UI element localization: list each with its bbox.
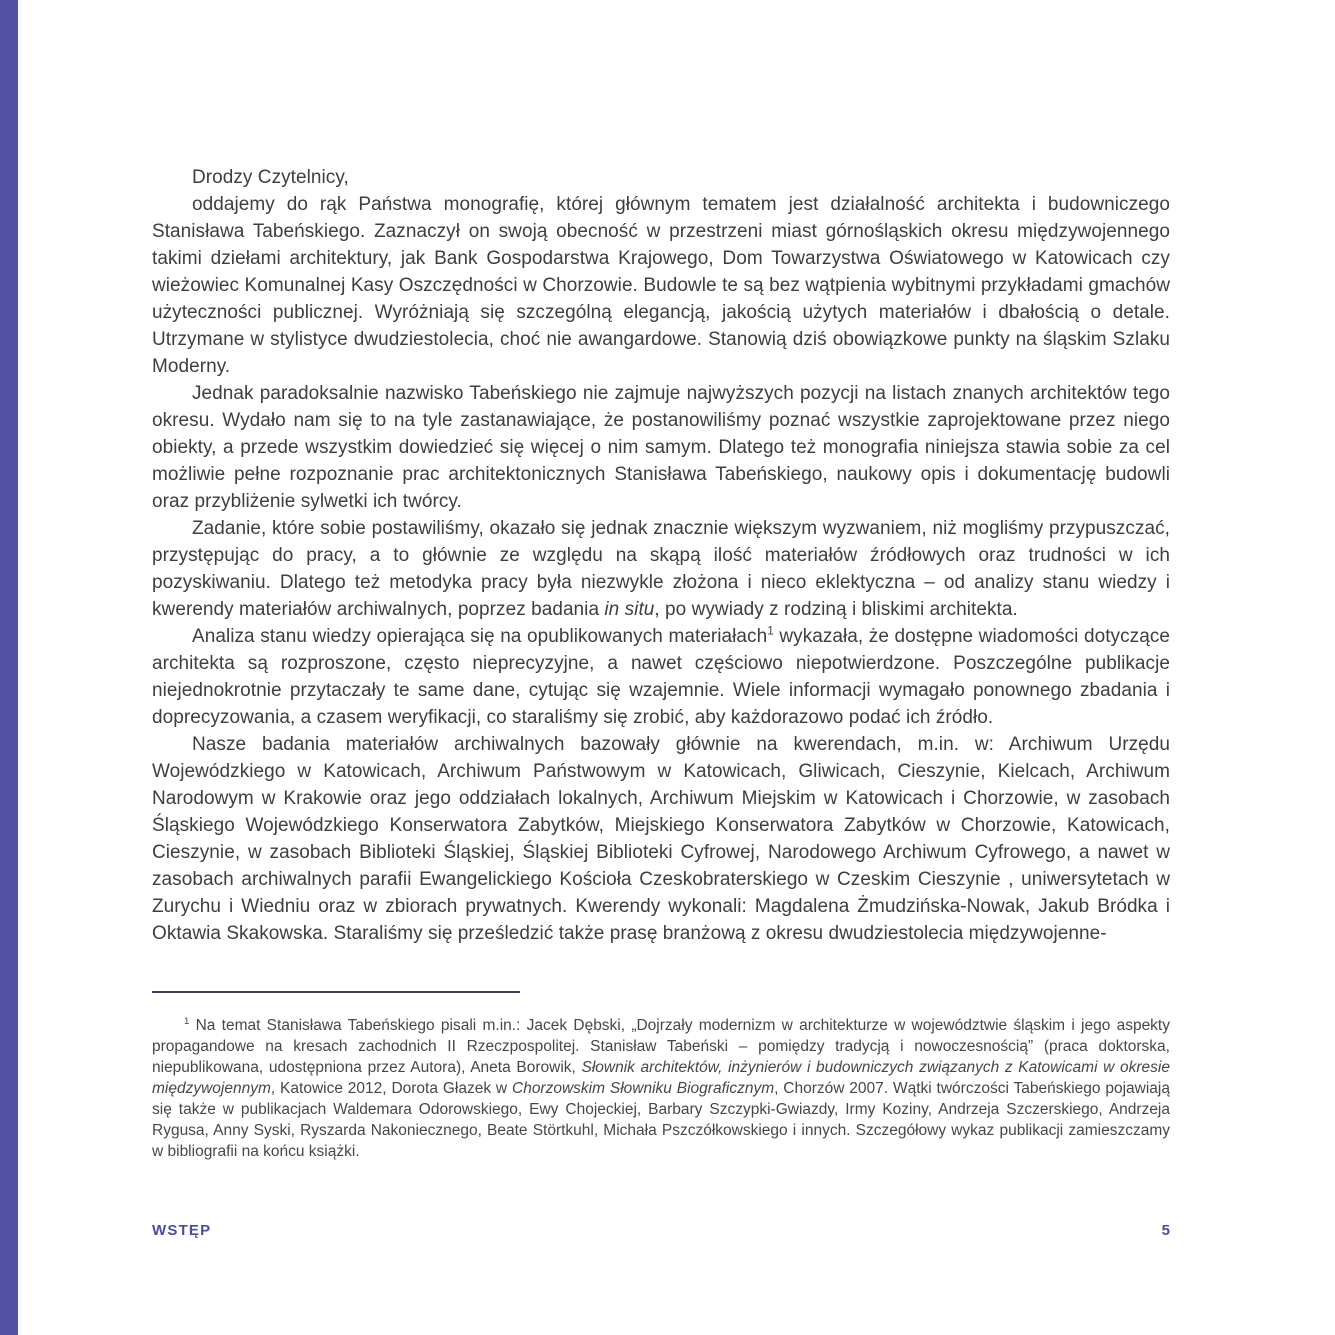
paragraph: Nasze badania materiałów archiwalnych bazowały głównie na kwerendach, m.in. w: Archiwum Urzędu Wojewódzkiego w Katowicach, Archiwum Państwowym w Katowicach, Gliwicach, Cieszynie, Kielcach, Archiwum Narodowym w Krakowie oraz jego oddziałach lokalnych, Archiwum Miejskim w Katowicach i Chorzowie, w zasobach Śląskiego Wojewódzkiego Konserwatora Zabytków, Miejskiego Konserwatora Zabytków w Chorzowie, Katowicach, Cieszynie, w zasobach Biblioteki Śląskiej, Śląskiej Biblioteki Cyfrowej, Narodowego Archiwum Cyfrowego, a nawet w zasobach archiwalnych parafii Ewangelickiego Kościoła Czeskobraterskiego w Czeskim Cieszynie , uniwersytetach w Zurychu i Wiedniu oraz w zbiorach prywatnych. Kwerendy wykonali: Magdalena Żmudzińska-Nowak, Jakub Bródka i Oktawia Skakowska. Staraliśmy się prześledzić także prasę branżową z okresu dwudziestolecia międzywojenne- [152,734,1170,944]
section-label: WSTĘP [152,1222,212,1239]
paragraph: oddajemy do rąk Państwa monografię, której głównym tematem jest działalność architekta i budowniczego Stanisława Tabeńskiego. Zaznaczył on swoją obecność w przestrzeni miast górnośląskich okresu międzywojennego takimi dziełami architektury, jak Bank Gospodarstwa Krajowego, Dom Towarzystwa Oświatowego w Katowicach czy wieżowiec Komunalnej Kasy Oszczędności w Chorzowie. Budowle te są bez wątpienia wybitnymi przykładami gmachów użyteczności publicznej. Wyróżniają się szczególną elegancją, jakością użytych materiałów i dbałością o detale. Utrzymane w stylistyce dwudziestolecia, choć nie awangardowe. Stanowią dziś obowiązkowe punkty na śląskim Szlaku Moderny. [152,194,1170,377]
page-footer [152,1222,1170,1239]
paragraph: Drodzy Czytelnicy, [192,167,349,188]
paragraph: Analiza stanu wiedzy opierająca się na opublikowanych materiałach$^1$ wykazała, że dostępne wiadomości dotyczące architekta są rozproszone, często nieprecyzyjne, a nawet częściowo niepotwierdzone. Poszczególne publikacje niejednokrotnie przytaczały te same dane, cytując się wzajemnie. Wiele informacji wymagało ponownego zbadania i doprecyzowania, a czasem weryfikacji, co staraliśmy się zrobić, aby każdorazowo podać ich źródło. [152,624,1170,728]
accent-bar [0,0,18,1335]
footnote-rule [152,991,520,993]
page-content [152,164,1170,1162]
footnote: $^1$ Na temat Stanisława Tabeńskiego pisali m.in.: Jacek Dębski, „Dojrzały modernizm w architekturze w województwie śląskim i jego aspekty propagandowe na kresach zachodnich II Rzeczpospolitej. Stanisław Tabeński – pomiędzy tradycją i nowoczesnością” (praca doktorska, niepublikowana, udostępniona przez Autora), Aneta Borowik, Słownik architektów, inżynierów i budowniczych związanych z Katowicami w okresie międzywojennym, Katowice 2012, Dorota Głazek w Chorzowskim Słowniku Biograficznym, Chorzów 2007. Wątki twórczości Tabeńskiego pojawiają się także w publikacjach Waldemara Odorowskiego, Ewy Chojeckiej, Barbary Szczypki-Gwiazdy, Irmy Koziny, Andrzeja Szczerskiego, Andrzeja Rygusa, Anny Syski, Ryszarda Nakoniecznego, Beate Störtkuhl, Michała Pszczółkowskiego i innych. Szczegółowy wykaz publikacji zamieszczamy w bibliografii na końcu książki. [152,1015,1170,1160]
page-number: 5 [1161,1222,1170,1239]
paragraph: Zadanie, które sobie postawiliśmy, okazało się jednak znacznie większym wyzwaniem, niż mogliśmy przypuszczać, przystępując do pracy, a to głównie ze względu na skąpą ilość materiałów źródłowych oraz trudności w ich pozyskiwaniu. Dlatego też metodyka pracy była niezwykle złożona i nieco eklektyczna – od analizy stanu wiedzy i kwerendy materiałów archiwalnych, poprzez badania in situ, po wywiady z rodziną i bliskimi architekta. [152,518,1170,620]
paragraph: Jednak paradoksalnie nazwisko Tabeńskiego nie zajmuje najwyższych pozycji na listach znanych architektów tego okresu. Wydało nam się to na tyle zastanawiające, że postanowiliśmy poznać wszystkie zaprojektowane przez niego obiekty, a przede wszystkim dowiedzieć się więcej o nim samym. Dlatego też monografia niniejsza stawia sobie za cel możliwie pełne rozpoznanie prac architektonicznych Stanisława Tabeńskiego, naukowy opis i dokumentację budowli oraz przybliżenie sylwetki ich twórcy. [152,383,1170,512]
body-text [152,164,1170,947]
